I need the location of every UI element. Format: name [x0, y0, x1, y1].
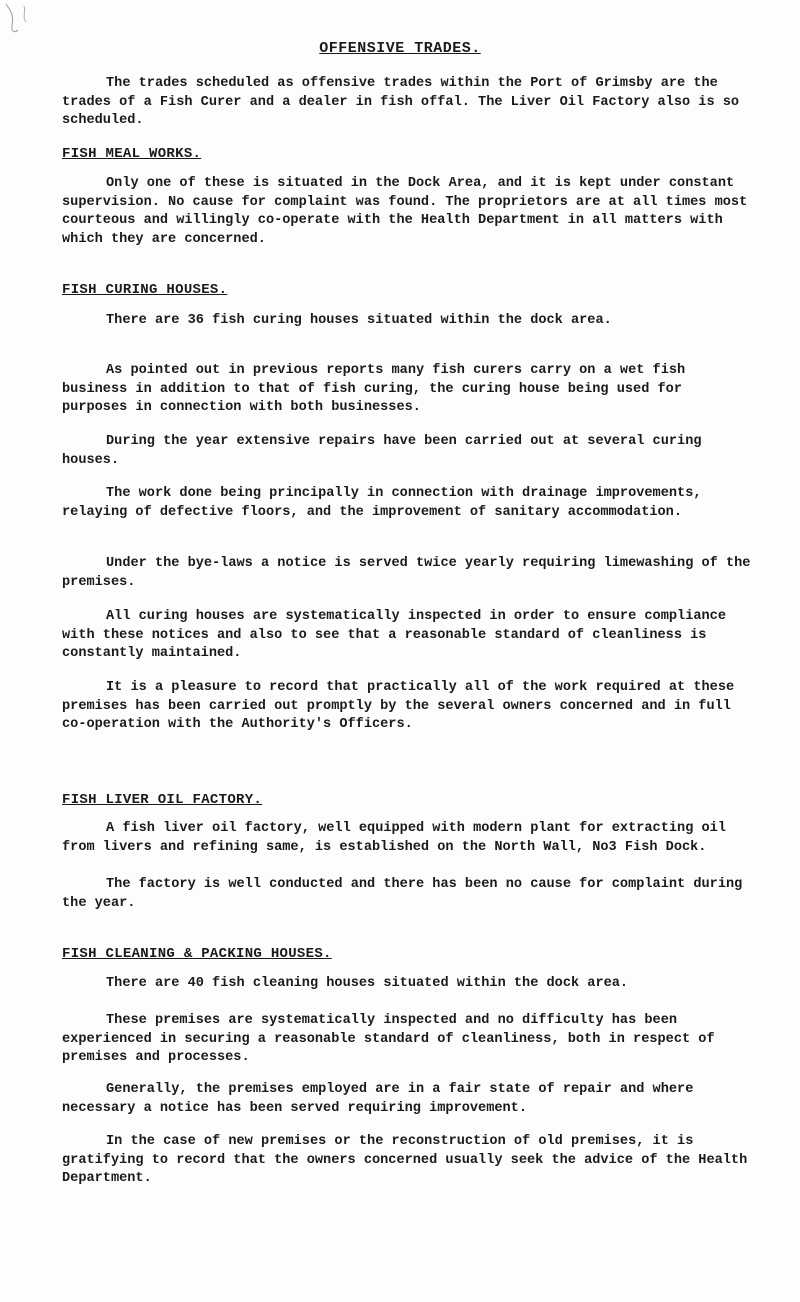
section-fish-meal-works: [0, 146, 800, 162]
curing-paragraph-1: There are 36 fish curing houses situated within the dock area.: [106, 313, 612, 328]
document-title: OFFENSIVE TRADES.: [319, 40, 481, 57]
curing-paragraph-4: The work done being principally in connection with drainage improvements, relaying of defective floors, and the improvement of sanitary accommodation.: [62, 486, 702, 520]
section-fish-cleaning-packing: [0, 946, 800, 962]
curing-para-1-block: [0, 312, 800, 331]
curing-paragraph-5: Under the bye-laws a notice is served twice yearly requiring limewashing of the premises.: [62, 556, 751, 590]
curing-para-6-block: [0, 608, 800, 664]
cleaning-para-2-block: [0, 1012, 800, 1068]
liver-oil-para-2-block: [0, 876, 800, 913]
curing-para-7-block: [0, 679, 800, 735]
fish-meal-paragraph: Only one of these is situated in the Dock Area, and it is kept under constant supervision. No cause for complaint was found. The proprietors are at all times most courteous and willingly co-operate with the Health Department in all matters with which they are concerned.: [62, 176, 748, 247]
intro-paragraph: The trades scheduled as offensive trades within the Port of Grimsby are the trades of a Fish Curer and a dealer in fish offal. The Liver Oil Factory also is so scheduled.: [62, 76, 740, 128]
cleaning-paragraph-4: In the case of new premises or the reconstruction of old premises, it is gratifying to record that the owners concerned usually seek the advice of the Health Department.: [62, 1134, 748, 1186]
section-fish-liver-oil-factory: [0, 792, 800, 808]
section-heading-fish-cleaning-packing: FISH CLEANING & PACKING HOUSES.: [62, 946, 332, 962]
curing-paragraph-7: It is a pleasure to record that practically all of the work required at these premises has been carried out promptly by the several owners concerned and in full co-operation with the Authority's Officers.: [62, 680, 735, 732]
section-heading-fish-meal-works: FISH MEAL WORKS.: [62, 146, 202, 162]
section-heading-fish-liver-oil-factory: FISH LIVER OIL FACTORY.: [62, 792, 263, 808]
section-fish-curing-houses: [0, 282, 800, 298]
cleaning-paragraph-1: There are 40 fish cleaning houses situated within the dock area.: [106, 976, 629, 991]
curing-para-5-block: [0, 555, 800, 592]
liver-oil-paragraph-2: The factory is well conducted and there has been no cause for complaint during the year.: [62, 877, 743, 911]
liver-oil-paragraph-1: A fish liver oil factory, well equipped with modern plant for extracting oil from livers and refining same, is established on the North Wall, No3 Fish Dock.: [62, 821, 726, 855]
cleaning-para-1-block: [0, 975, 800, 994]
curing-para-2-block: [0, 362, 800, 418]
curing-para-4-block: [0, 485, 800, 522]
cleaning-para-4-block: [0, 1133, 800, 1189]
curing-paragraph-3: During the year extensive repairs have been carried out at several curing houses.: [62, 434, 702, 468]
fish-meal-para-1-block: [0, 175, 800, 249]
cleaning-paragraph-2: These premises are systematically inspected and no difficulty has been experienced in securing a reasonable standard of cleanliness, both in respect of premises and processes.: [62, 1013, 715, 1065]
page-corner-mark: [0, 0, 40, 40]
cleaning-para-3-block: [0, 1081, 800, 1118]
intro-block: [0, 75, 800, 131]
curing-paragraph-6: All curing houses are systematically inspected in order to ensure compliance with these notices and also to see that a reasonable standard of cleanliness is constantly maintained.: [62, 609, 726, 661]
section-heading-fish-curing-houses: FISH CURING HOUSES.: [62, 282, 228, 298]
curing-para-3-block: [0, 433, 800, 470]
liver-oil-para-1-block: [0, 820, 800, 857]
curing-paragraph-2: As pointed out in previous reports many fish curers carry on a wet fish business in addition to that of fish curing, the curing house being used for purposes in connection with both businesses.: [62, 363, 686, 415]
cleaning-paragraph-3: Generally, the premises employed are in a fair state of repair and where necessary a notice has been served requiring improvement.: [62, 1082, 694, 1116]
